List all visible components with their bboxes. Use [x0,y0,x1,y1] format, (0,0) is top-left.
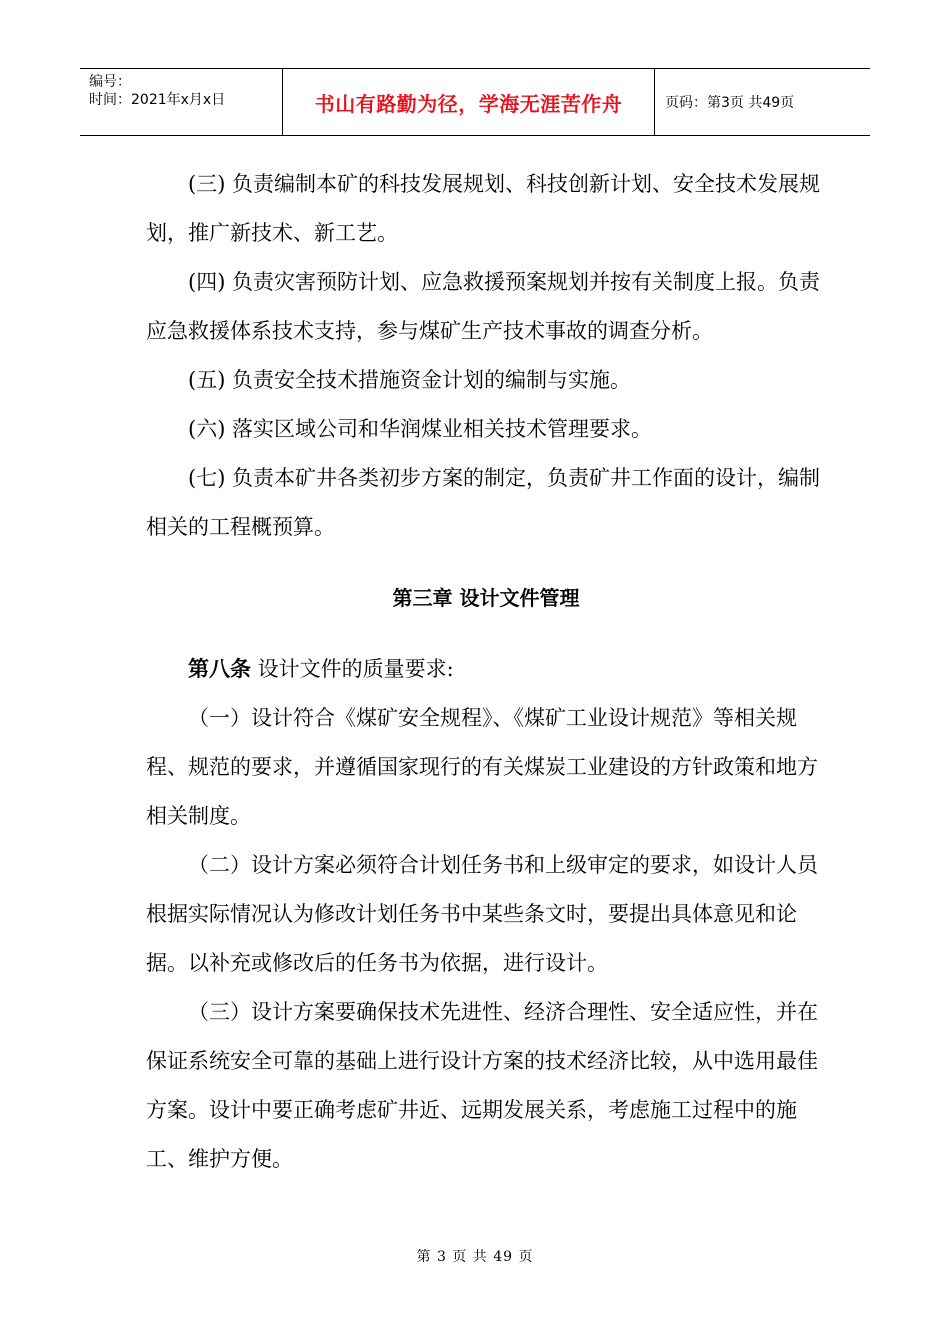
requirement-item-1: （一）设计符合《煤矿安全规程》、《煤矿工业设计规范》等相关规程、规范的要求，并遵循国家现行的有关煤炭工业建设的方针政策和地方相关制度。 [146,706,818,828]
header-page-info: 页码：第3页 共49页 [665,95,795,111]
article-heading [146,645,826,694]
paragraph-item-6: (六) 落实区域公司和华润煤业相关技术管理要求。 [188,417,653,441]
paragraph-item-4: (四) 负责灾害预防计划、应急救援预案规划并按有关制度上报。负责应急救援体系技术支持，参与煤矿生产技术事故的调查分析。 [146,270,821,343]
doc-number-label: 编号： [89,74,131,90]
page-footer: 第 3 页 共 49 页 [416,1249,534,1265]
article-text: 设计文件的质量要求: [251,657,454,681]
requirement-item-2: （二）设计方案必须符合计划任务书和上级审定的要求，如设计人员根据实际情况认为修改计划任务书中某些条文时，要提出具体意见和论据。以补充或修改后的任务书为依据，进行设计。 [146,853,818,975]
article-label: 第八条 [188,657,251,681]
paragraph-item-7: (七) 负责本矿井各类初步方案的制定，负责矿井工作面的设计，编制相关的工程概预算。 [146,466,821,539]
paragraph-item-5: (五) 负责安全技术措施资金计划的编制与实施。 [188,368,632,392]
date-label: 时间：2021年x月x日 [89,92,226,108]
header-motto: 书山有路勤为径，学海无涯苦作舟 [283,69,655,135]
header-meta-cell [80,69,283,135]
requirement-item-3: （三）设计方案要确保技术先进性、经济合理性、安全适应性，并在保证系统安全可靠的基础上进行设计方案的技术经济比较，从中选用最佳方案。设计中要正确考虑矿井近、远期发展关系，考虑施工过程中的施工、维护方便。 [146,1000,818,1171]
document-body [146,160,826,1184]
paragraph-item-3: (三) 负责编制本矿的科技发展规划、科技创新计划、安全技术发展规划，推广新技术、新工艺。 [146,172,821,245]
page-header [80,68,870,136]
chapter-title: 第三章 设计文件管理 [392,586,580,610]
